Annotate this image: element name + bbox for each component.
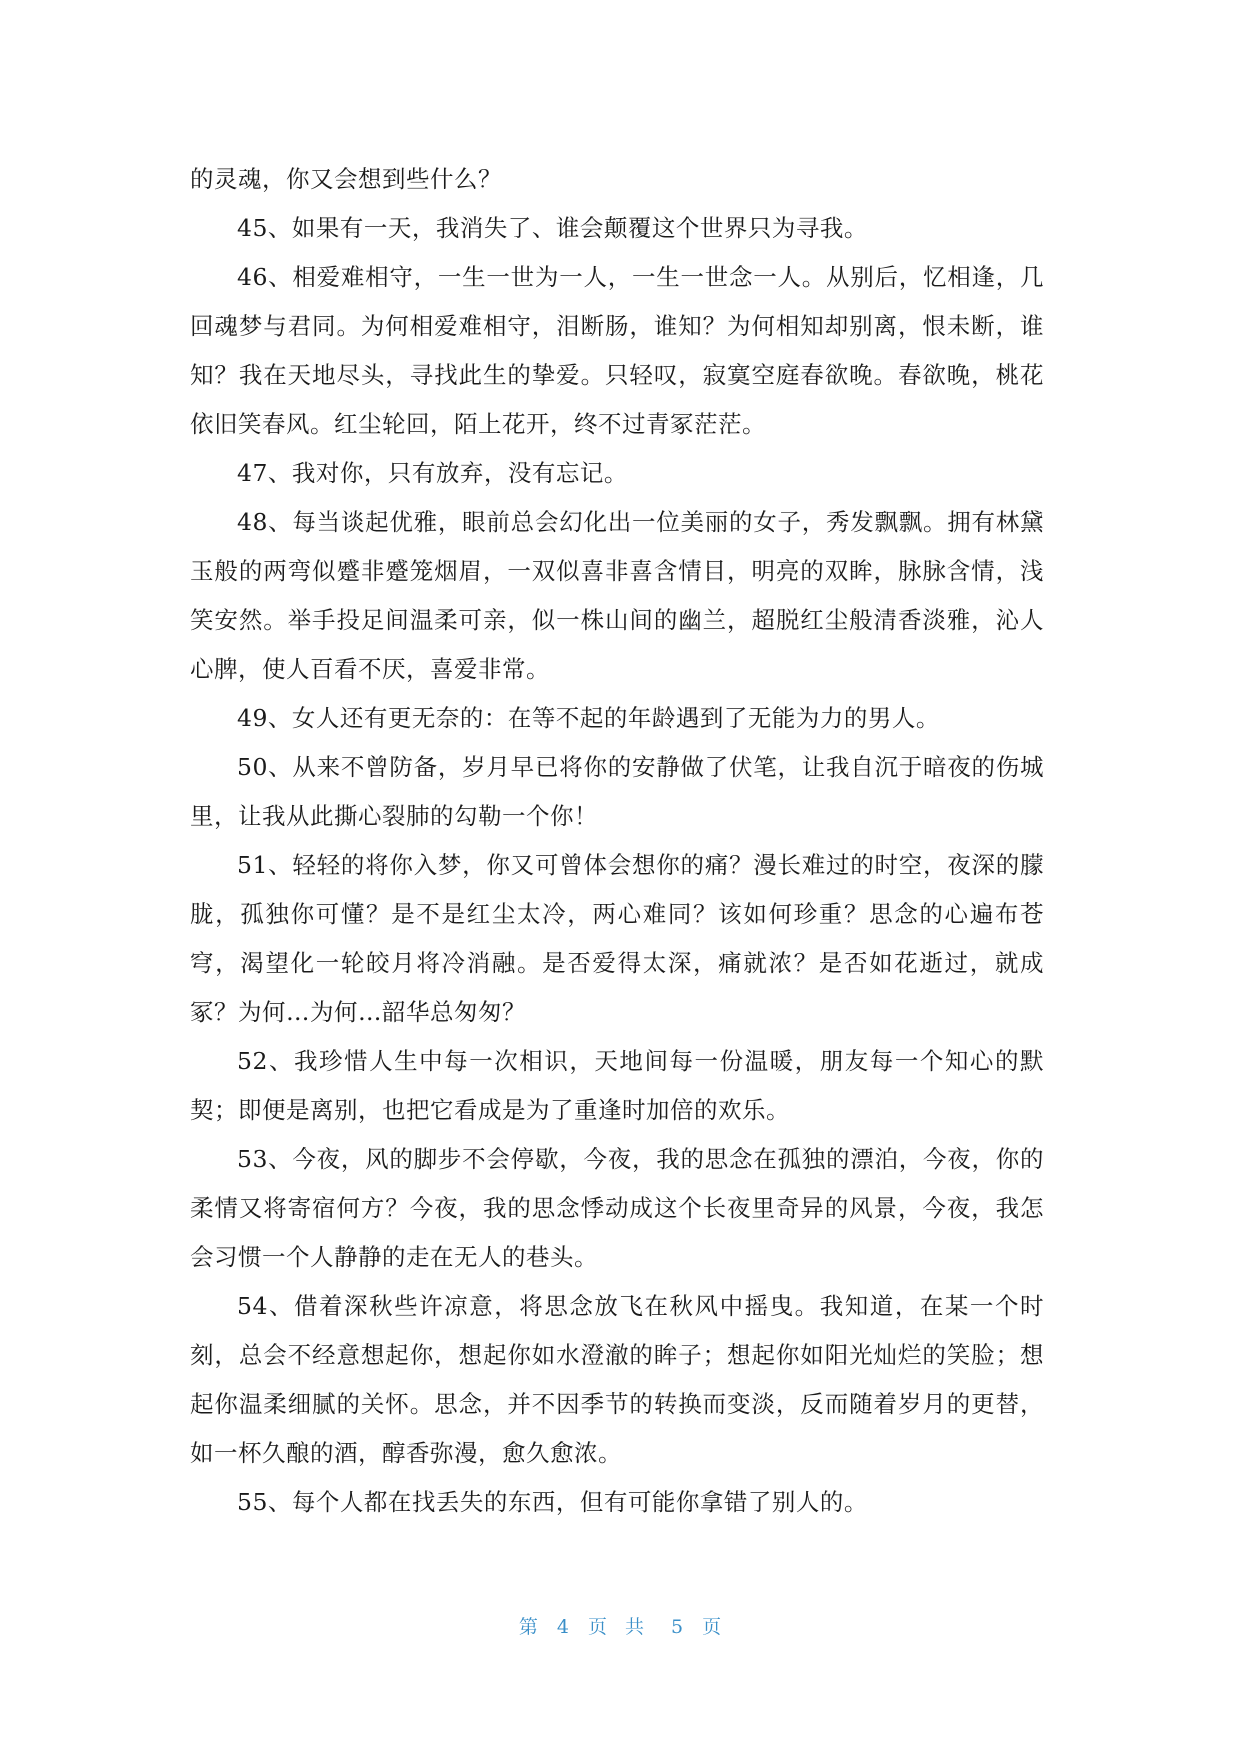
paragraph-46: 46、相爱难相守，一生一世为一人，一生一世念一人。从别后，忆相逢，几回魂梦与君同。为何相爱难相守，泪断肠，谁知？为何相知却别离，恨未断，谁知？我在天地尽头，寻找此生的挚爱。只轻叹，寂寞空庭春欲晚。春欲晚，桃花依旧笑春风。红尘轮回，陌上花开，终不过青冢茫茫。 [190, 263, 1044, 438]
document-body [190, 155, 1044, 1527]
footer-label-of: 页共 [587, 1616, 662, 1638]
paragraph-48: 48、每当谈起优雅，眼前总会幻化出一位美丽的女子，秀发飘飘。拥有林黛玉般的两弯似蹙非蹙笼烟眉，一双似喜非喜含情目，明亮的双眸，脉脉含情，浅笑安然。举手投足间温柔可亲，似一株山间的幽兰，超脱红尘般清香淡雅，沁人心脾，使人百看不厌，喜爱非常。 [190, 508, 1044, 683]
paragraph-55: 55、每个人都在找丢失的东西，但有可能你拿错了别人的。 [237, 1488, 868, 1516]
footer-total-pages: 5 [671, 1616, 685, 1638]
footer-label-page: 第 [518, 1616, 539, 1638]
paragraph-52: 52、我珍惜人生中每一次相识，天地间每一份温暖，朋友每一个知心的默契；即便是离别，也把它看成是为了重逢时加倍的欢乐。 [190, 1047, 1044, 1124]
page-footer [0, 1612, 1241, 1639]
paragraph-51: 51、轻轻的将你入梦，你又可曾体会想你的痛？漫长难过的时空，夜深的朦胧，孤独你可懂？是不是红尘太冷，两心难同？该如何珍重？思念的心遍布苍穹，渴望化一轮皎月将冷消融。是否爱得太深，痛就浓？是否如花逝过，就成冢？为何…为何…韶华总匆匆？ [190, 851, 1044, 1026]
paragraph-53: 53、今夜，风的脚步不会停歇，今夜，我的思念在孤独的漂泊，今夜，你的柔情又将寄宿何方？今夜，我的思念悸动成这个长夜里奇异的风景，今夜，我怎会习惯一个人静静的走在无人的巷头。 [190, 1145, 1044, 1271]
paragraph-47: 47、我对你，只有放弃，没有忘记。 [237, 459, 628, 487]
paragraph-45: 45、如果有一天，我消失了、谁会颠覆这个世界只为寻我。 [237, 214, 868, 242]
paragraph-54: 54、借着深秋些许凉意，将思念放飞在秋风中摇曳。我知道，在某一个时刻，总会不经意想起你，想起你如水澄澈的眸子；想起你如阳光灿烂的笑脸；想起你温柔细腻的关怀。思念，并不因季节的转换而变淡，反而随着岁月的更替，如一杯久酿的酒，醇香弥漫，愈久愈浓。 [190, 1292, 1044, 1467]
footer-label-end: 页 [702, 1616, 723, 1638]
paragraph-50: 50、从来不曾防备，岁月早已将你的安静做了伏笔，让我自沉于暗夜的伤城里，让我从此撕心裂肺的勾勒一个你！ [190, 753, 1044, 830]
footer-current-page: 4 [556, 1616, 570, 1638]
paragraph-continuation: 的灵魂，你又会想到些什么？ [190, 165, 502, 193]
paragraph-49: 49、女人还有更无奈的：在等不起的年龄遇到了无能为力的男人。 [237, 704, 940, 732]
